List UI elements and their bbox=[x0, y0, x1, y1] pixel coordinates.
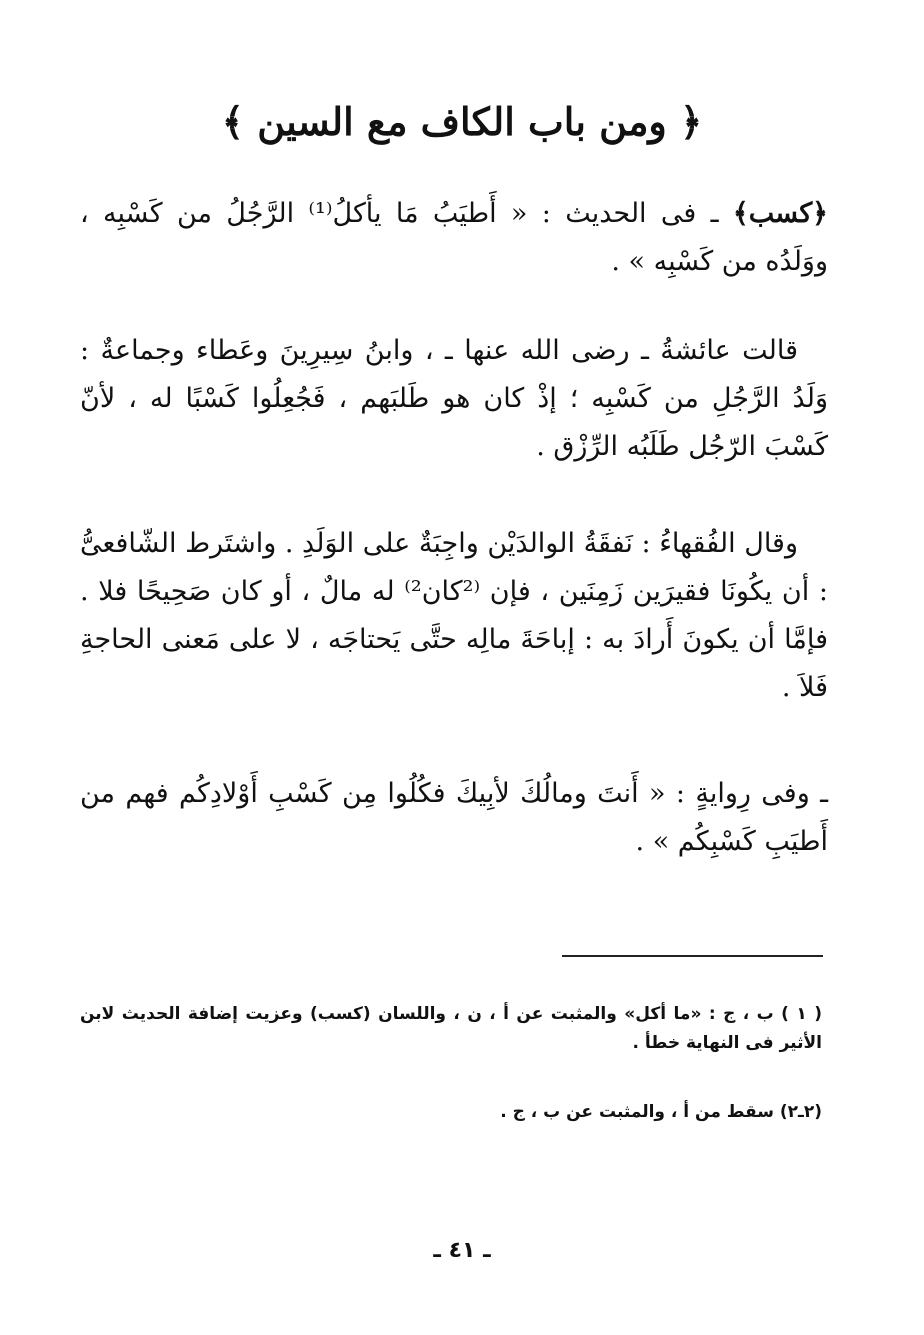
paragraph-text: وقال الفُقهاءُ : نَفقَةُ الوالدَيْن واجِبَةٌ على الوَلَدِ . واشتَرط الشّافعىُّ : أن يكُونَا فقيرَين زَمِنَين ، فإن ⁽²كان²⁾ له مالٌ ، أو كان صَحِيحًا فلا . فإمَّا أن يكونَ أَرادَ به : إباحَةَ مالِه حتَّى يَحتاجَه ، لا على مَعنى الحاجةِ فَلاَ . bbox=[80, 528, 828, 703]
page-title: ﴿ ومن باب الكاف مع السين ﴾ bbox=[221, 99, 703, 144]
entry-term: ﴿كسب﴾ bbox=[732, 198, 828, 229]
paragraph-riwaya bbox=[80, 770, 828, 866]
footnote-1: ( ١ ) ب ، ج : «ما أكل» والمثبت عن أ ، ن ، واللسان (كسب) وعزيت إضافة الحديث لابن الأثير فى النهاية خطأ . bbox=[80, 1004, 822, 1053]
paragraph-fuqaha bbox=[80, 520, 828, 712]
paragraph-text: ـ وفى رِوايةٍ : « أَنتَ ومالُكَ لأبِيكَ فكُلُوا مِن كَسْبِ أَوْلادِكُم فهم من أَطيَبِ كَسْبِكُم » . bbox=[80, 778, 828, 857]
paragraph-aisha bbox=[80, 327, 828, 471]
footnote-2: (٢ـ٢) سقط من أ ، والمثبت عن ب ، ج . bbox=[500, 1102, 822, 1122]
paragraph-text: ـ فى الحديث : « أَطيَبُ مَا يأكلُ⁽¹⁾ الرَّجُلُ من كَسْبِه ، ووَلَدُه من كَسْبِه » . bbox=[80, 198, 828, 277]
paragraph-text: قالت عائشةُ ـ رضى الله عنها ـ ، وابنُ سِيرِينَ وعَطاء وجماعةٌ : وَلَدُ الرَّجُلِ من كَسْبِه ؛ إذْ كان هو طَلبَهم ، فَجُعِلُوا كَسْبًا له ، لأنّ كَسْبَ الرّجُل طَلَبُه الرِّزْق . bbox=[80, 335, 828, 462]
page-number: ـ ٤١ ـ bbox=[433, 1238, 491, 1263]
footnote-divider bbox=[562, 955, 823, 957]
paragraph-entry-kasb bbox=[80, 190, 828, 286]
